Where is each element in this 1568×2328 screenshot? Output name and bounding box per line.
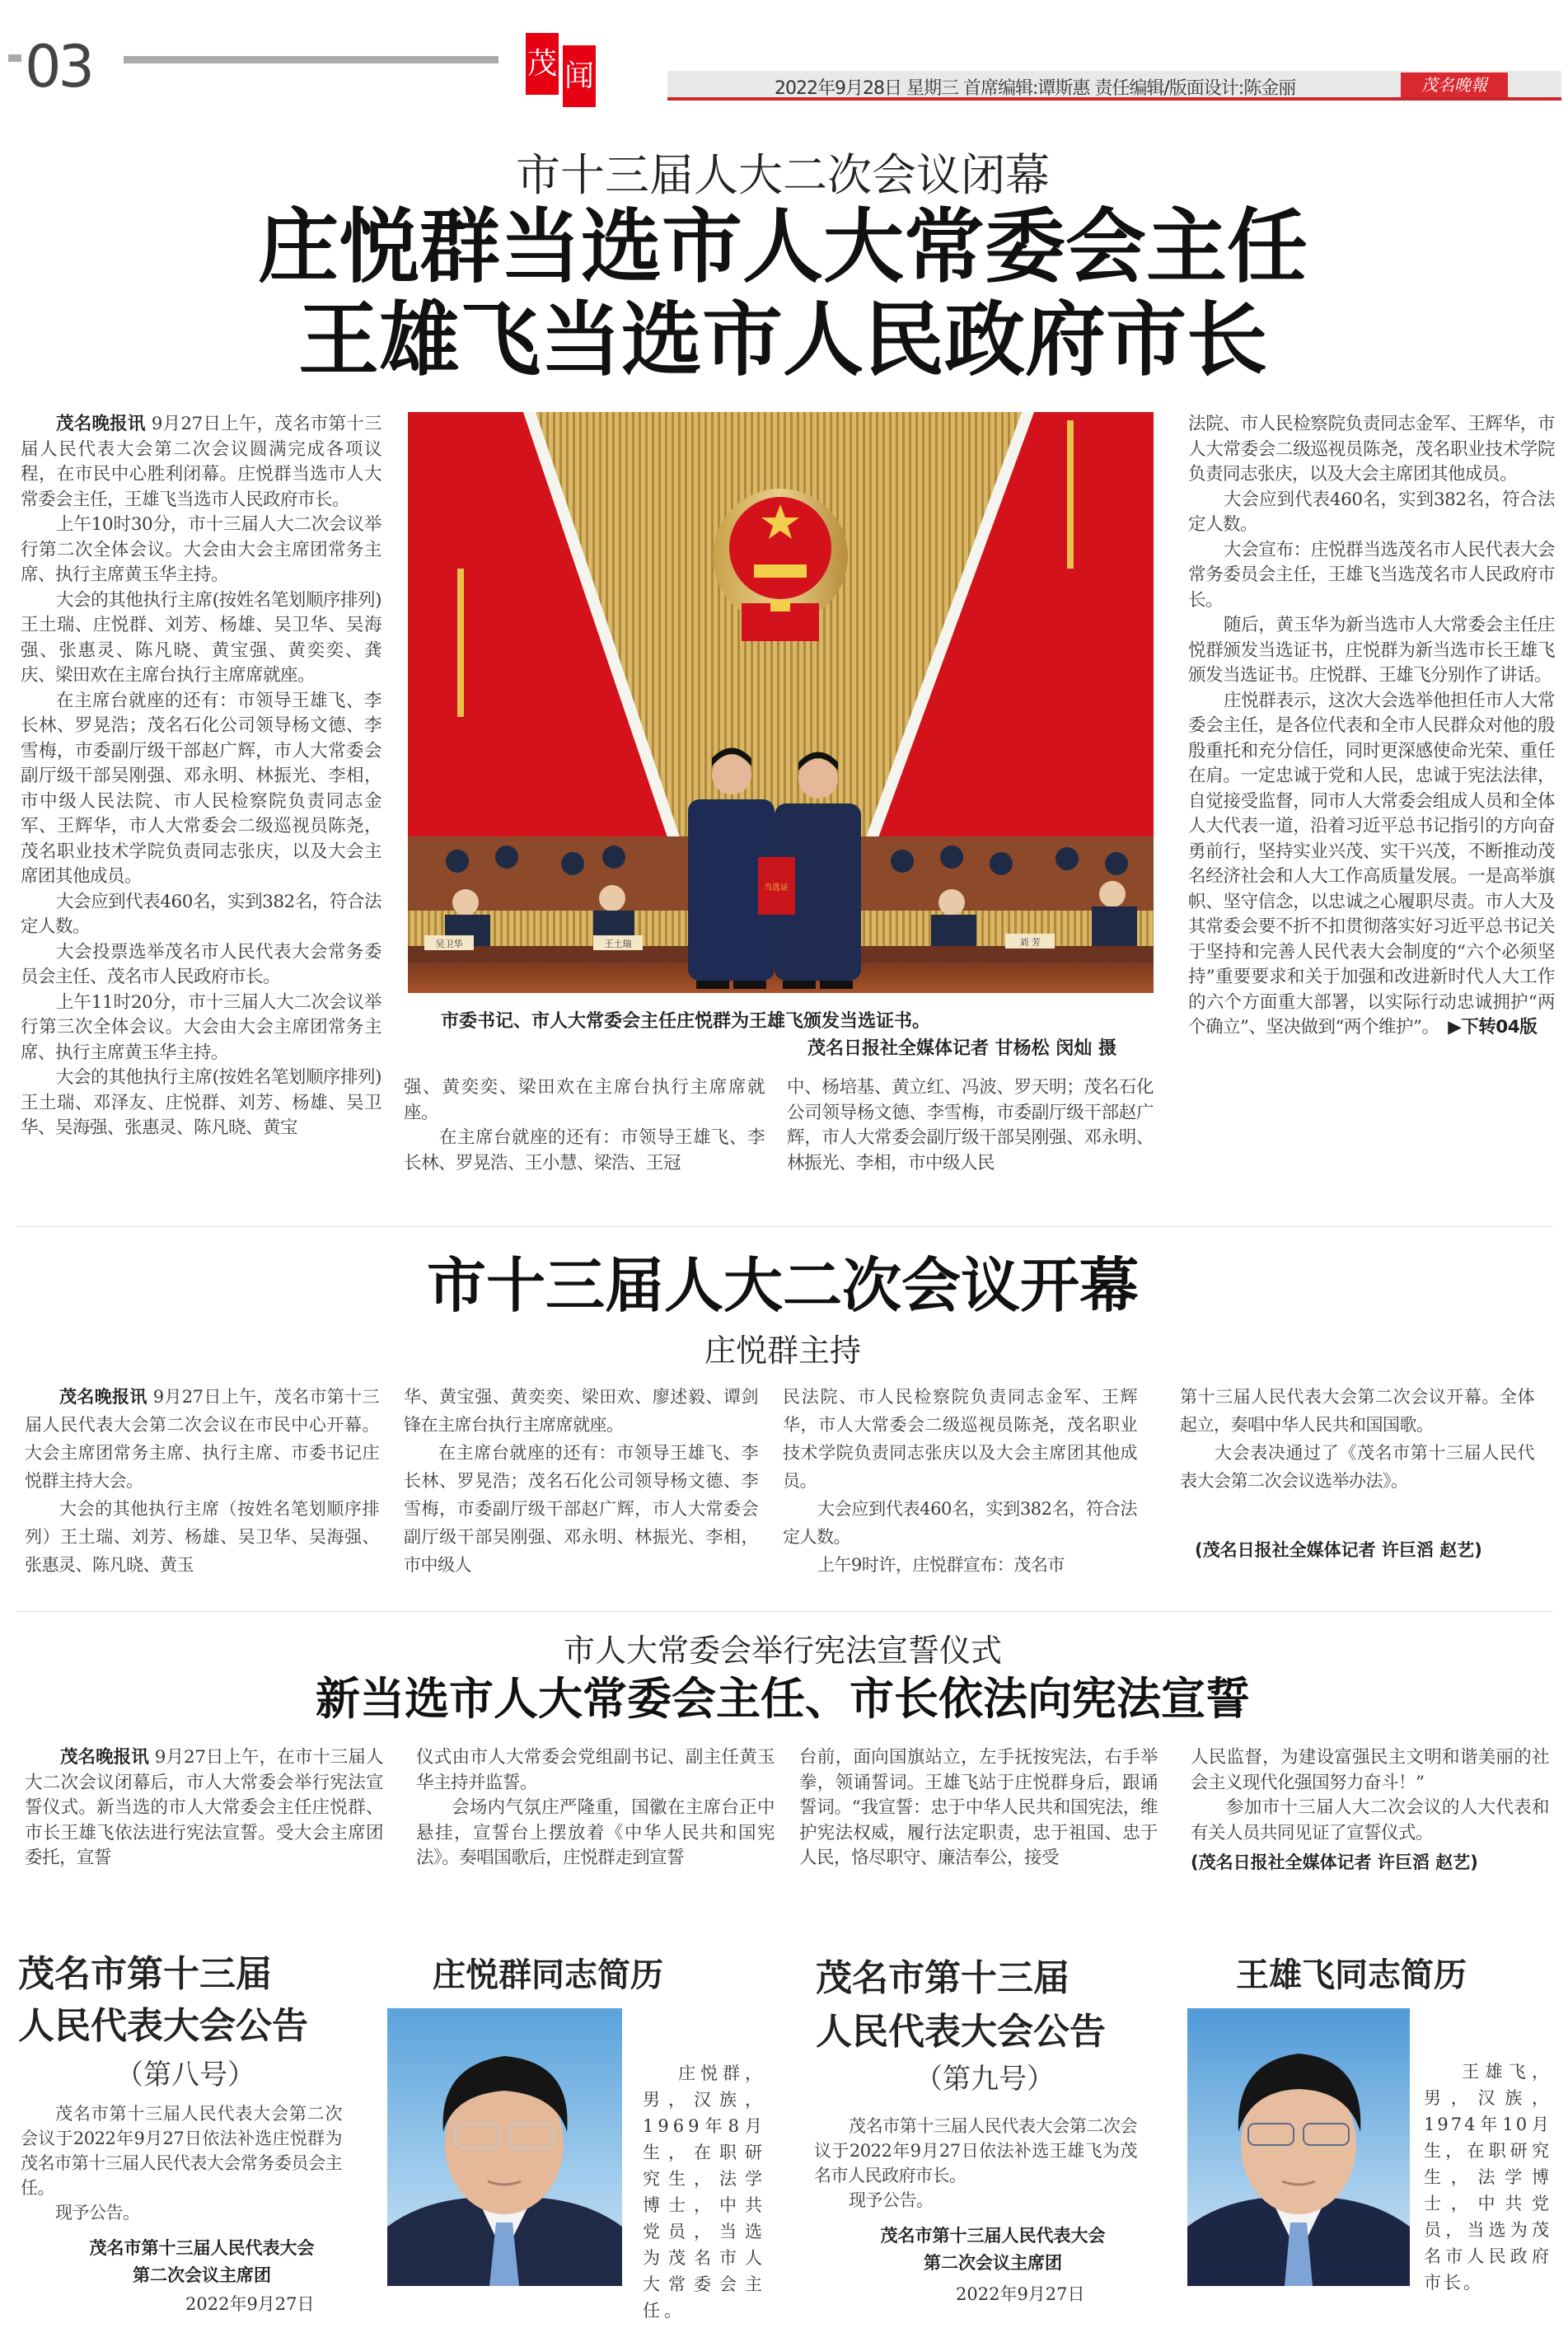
bio2-portrait: [1187, 2008, 1410, 2286]
name-card-1: 吴卫华: [435, 939, 463, 949]
paragraph: [25, 1495, 379, 1579]
announcement9-body-text: 茂名市第十三届人民代表大会第二次会议于2022年9月27日依法补选王雄飞为茂名市人民政府市长。: [814, 2116, 1137, 2185]
bio1-portrait: [387, 2008, 622, 2286]
dateline-lead: 茂名晚报讯: [60, 1747, 149, 1768]
paragraph: [1180, 1439, 1534, 1495]
paragraph: [21, 991, 381, 1066]
paragraph-text: 大会应到代表460名，实到382名，符合法定人数。: [21, 891, 381, 937]
paragraph: [1188, 538, 1555, 614]
announcement8-date: 2022年9月27日: [185, 2294, 315, 2314]
paragraph: [404, 1075, 765, 1126]
announcement8-body: [21, 2101, 342, 2225]
paragraph-text: 大会的其他执行主席(按姓名笔划顺序排列)王土瑞、庄悦群、刘芳、杨雄、吴卫华、吴海强、张惠灵、陈凡晓、黄宝强、黄奕奕、龚庆、梁田欢在主席台执行主席席就座。: [21, 589, 381, 686]
paragraph-text: 大会的其他执行主席（按姓名笔划顺序排列）王土瑞、刘芳、杨雄、吴卫华、吴海强、张惠灵、陈凡晓、黄玉: [25, 1499, 379, 1575]
bio1-text: [643, 2060, 766, 2324]
bio1-title: 庄悦群同志简历: [433, 1956, 663, 1994]
page-number-rule-left: [8, 54, 21, 62]
bio1-text-content: 庄悦群，男，汉族，1969年8月生，在职研究生，法学博士，中共党员，当选为茂名市人大常委会主任。: [643, 2063, 766, 2321]
article2-column-2: [404, 1383, 758, 1579]
paragraph: [21, 689, 381, 890]
article3-headline: 新当选市人大常委会主任、市长依法向宪法宣誓: [316, 1673, 1250, 1725]
paragraph: [1188, 488, 1555, 538]
article1-photo: [408, 412, 1154, 993]
paragraph-text: 强、黄奕奕、梁田欢在主席台执行主席席就座。: [404, 1077, 765, 1123]
paragraph: [1180, 1383, 1534, 1439]
paragraph-text: 参加市十三届人大二次会议的人大代表和有关人员共同见证了宣誓仪式。: [1191, 1797, 1549, 1843]
paragraph: [21, 940, 381, 991]
paragraph: [21, 513, 381, 588]
article3-column-4: [1191, 1745, 1549, 1846]
article3-column-3: [799, 1745, 1158, 1871]
paragraph-text: 庄悦群表示，这次大会选举他担任市人大常委会主任，是各位代表和全市人民群众对他的殷殷重托和充分信任，同时更深感使命光荣、重任在肩。一定忠诚于党和人民，忠诚于宪法法律，自觉接受监督，同市人大常委会组成人员和全体人大代表一道，沿着习近平总书记指引的方向奋勇前行，坚持实业兴茂、实干兴茂，不断推动茂名经济社会和人大工作高质量发展。一是高举旗帜、坚守信念，以忠诚之心履职尽责。市人大及其常委会要不折不扣贯彻落实好习近平总书记关于坚持和完善人民代表大会制度的“六个必须坚持”重要要求和关于加强和改进新时代人大工作的六个方面重大部署，以实际行动忠诚拥护“两个确立”、坚决做到“两个维护”。: [1188, 690, 1555, 1038]
page-number: 03: [25, 33, 92, 101]
dateline-lead: 茂名晚报讯: [59, 1387, 147, 1407]
paragraph: [416, 1796, 775, 1871]
paragraph-text: 人民监督，为建设富强民主文明和谐美丽的社会主义现代化强国努力奋斗！”: [1191, 1747, 1549, 1793]
announcement9-title-1: 茂名市第十三届: [816, 1957, 1070, 1999]
paragraph-text: 法院、市人民检察院负责同志金军、王辉华，市人大常委会二级巡视员陈尧，茂名职业技术学院负责同志张庆，以及大会主席团其他成员。: [1188, 414, 1555, 485]
paragraph-text: 第十三届人民代表大会第二次会议开幕。全体起立，奏唱中华人民共和国国歌。: [1180, 1387, 1534, 1435]
announcement9-closing: 现予公告。: [849, 2190, 934, 2210]
paragraph-text: 上午9时许，庄悦群宣布：茂名市: [817, 1555, 1065, 1575]
paragraph: [783, 1495, 1137, 1551]
paragraph-text: 民法院、市人民检察院负责同志金军、王辉华，市人大常委会二级巡视员陈尧，茂名职业技术学院负责同志张庆以及大会主席团其他成员。: [783, 1387, 1137, 1491]
paragraph: [25, 1383, 379, 1495]
article3-column-2: [416, 1745, 775, 1871]
paragraph-text: 大会宣布：庄悦群当选茂名市人民代表大会常务委员会主任，王雄飞当选茂名市人民政府市长。: [1188, 539, 1555, 611]
paragraph-text: 9月27日上午，茂名市第十三届人民代表大会第二次会议在市民中心开幕。大会主席团常务主席、执行主席、市委书记庄悦群主持大会。: [25, 1387, 379, 1491]
announcement9-title-2: 人民代表大会公告: [816, 2011, 1106, 2053]
article1-column-4: [1188, 412, 1555, 1041]
announcement8-closing: 现予公告。: [55, 2203, 140, 2223]
paragraph-text: 华、黄宝强、黄奕奕、梁田欢、廖述毅、谭剑锋在主席台执行主席席就座。: [404, 1387, 758, 1435]
announcement8-title-2: 人民代表大会公告: [18, 2005, 308, 2047]
name-card-2: 王土瑞: [604, 939, 632, 949]
paragraph: [21, 588, 381, 689]
paragraph: [21, 412, 381, 513]
paragraph: [1188, 689, 1555, 1041]
article2-subhead: 庄悦群主持: [704, 1333, 861, 1369]
paragraph: [799, 1745, 1158, 1871]
name-card-3: 刘 芳: [1019, 937, 1041, 948]
announcement9-signer-2: 第二次会议主席团: [924, 2253, 1062, 2273]
paragraph-text: 会场内气氛庄严隆重，国徽在主席台正中悬挂，宣誓台上摆放着《中华人民共和国宪法》。奏唱国歌后，庄悦群走到宣誓: [416, 1797, 775, 1868]
section-divider-2: [16, 1611, 1553, 1612]
photo-caption: 市委书记、市人大常委会主任庄悦群为王雄飞颁发当选证书。: [441, 1011, 931, 1032]
bio2-text-content: 王雄飞，男，汉族，1974年10月生，在职研究生，法学博士，中共党员，当选为茂名市人民政府市长。: [1424, 2062, 1552, 2293]
article2-headline: 市十三届人大二次会议开幕: [426, 1251, 1139, 1320]
announcement8-signer-1: 茂名市第十三届人民代表大会: [89, 2238, 315, 2258]
paragraph-text: 大会的其他执行主席(按姓名笔划顺序排列)王土瑞、邓泽友、庄悦群、刘芳、杨雄、吴卫华、吴海强、张惠灵、陈凡晓、黄宝: [21, 1067, 381, 1138]
paragraph: [404, 1439, 758, 1579]
paragraph: [783, 1551, 1137, 1579]
article1-headline-1: 庄悦群当选市人大常委会主任: [257, 200, 1308, 294]
section-divider: [16, 1226, 1553, 1227]
paragraph-text: 随后，黄玉华为新当选市人大常委会主任庄悦群颁发当选证书，庄悦群为新当选市长王雄飞颁发当选证书。庄悦群、王雄飞分别作了讲话。: [1188, 615, 1555, 686]
paragraph-text: 9月27日上午，茂名市第十三届人民代表大会第二次会议圆满完成各项议程，在市民中心胜利闭幕。庄悦群当选市人大常委会主任，王雄飞当选市人民政府市长。: [21, 414, 381, 510]
paragraph-text: 台前，面向国旗站立，左手抚按宪法，右手举拳，领诵誓词。王雄飞站于庄悦群身后，跟诵誓词。“我宣誓：忠于中华人民共和国宪法，维护宪法权威，履行法定职责，忠于祖国、忠于人民，恪尽职守、廉洁奉公，接受: [799, 1747, 1158, 1868]
continued-link[interactable]: ▶下转04版: [1448, 1017, 1538, 1038]
dateline-lead: 茂名晚报讯: [56, 414, 146, 434]
announcement8-body-text: 茂名市第十三届人民代表大会第二次会议于2022年9月27日依法补选庄悦群为茂名市第十三届人民代表大会常务委员会主任。: [21, 2104, 342, 2198]
announcement9-number: （第九号）: [915, 2063, 1055, 2096]
paragraph-text: 在主席台就座的还有：市领导王雄飞、李长林、罗晃浩；茂名石化公司领导杨文德、李雪梅，市委副厅级干部赵广辉，市人大常委会副厅级干部吴刚强、邓永明、林振光、李相，市中级人: [404, 1443, 758, 1575]
paragraph-text: 9月27日上午，在市十三届人大二次会议闭幕后，市人大常委会举行宪法宣誓仪式。新当选的市人大常委会主任庄悦群、市长王雄飞依法进行宪法宣誓。受大会主席团委托，宣誓: [25, 1747, 383, 1868]
announcement9-date: 2022年9月27日: [956, 2284, 1085, 2304]
page-number-rule: [124, 56, 498, 63]
article2-column-1: [25, 1383, 379, 1579]
portrait-photo-1: [387, 2008, 622, 2286]
paragraph-text: 大会投票选举茂名市人民代表大会常务委员会主任、茂名市人民政府市长。: [21, 941, 381, 987]
paragraph-text: 在主席台就座的还有：市领导王雄飞、李长林、罗晃浩；茂名石化公司领导杨文德、李雪梅，市委副厅级干部赵广辉，市人大常委会副厅级干部吴刚强、邓永明、林振光、李相，市中级人民法院、市人民检察院负责同志金军、王辉华，市人大常委会二级巡视员陈尧，茂名职业技术学院负责同志张庆，以及大会主席团其他成员。: [21, 690, 381, 887]
article1-column-3: [787, 1075, 1154, 1176]
paragraph: [21, 890, 381, 940]
article3-kicker: 市人大常委会举行宪法宣誓仪式: [563, 1632, 1002, 1669]
photo-credit: 茂名日报社全媒体记者 甘杨松 闵灿 摄: [807, 1038, 1116, 1059]
paragraph-text: 上午10时30分，市十三届人大二次会议举行第二次全体会议。大会由大会主席团常务主席、执行主席黄玉华主持。: [21, 514, 381, 585]
article3-byline: (茂名日报社全媒体记者 许巨滔 赵艺): [1191, 1853, 1478, 1872]
paragraph-text: 上午11时20分，市十三届人大二次会议举行第三次全体会议。大会由大会主席团常务主席、执行主席黄玉华主持。: [21, 991, 381, 1063]
paragraph: [416, 1745, 775, 1796]
article1-column-1: [21, 412, 381, 1141]
article2-byline: (茂名日报社全媒体记者 许巨滔 赵艺): [1195, 1540, 1482, 1560]
paragraph: [21, 1066, 381, 1141]
paragraph: [787, 1075, 1154, 1176]
newspaper-logo: 茂名晚報: [1401, 73, 1508, 97]
announcement9-body: [814, 2114, 1137, 2213]
paragraph-text: 大会应到代表460名，实到382名，符合法定人数。: [783, 1499, 1137, 1547]
article2-column-4: [1180, 1383, 1534, 1495]
portrait-photo-2: [1187, 2008, 1410, 2286]
paragraph: [783, 1383, 1137, 1495]
article1-kicker: 市十三届人大二次会议闭幕: [516, 149, 1050, 201]
article3-column-1: [25, 1745, 383, 1871]
paragraph-text: 仪式由市人大常委会党组副书记、副主任黄玉华主持并监誓。: [416, 1747, 775, 1793]
section-tag-char-2: 闻: [563, 45, 596, 107]
ceremony-photo: [408, 412, 1154, 993]
header-info-text: 2022年9月28日 星期三 首席编辑:谭斯惠 责任编辑/版面设计:陈金丽: [775, 78, 1296, 99]
paragraph-text: 中、杨培基、黄立红、冯波、罗天明；茂名石化公司领导杨文德、李雪梅，市委副厅级干部赵广辉，市人大常委会副厅级干部吴刚强、邓永明、林振光、李相，市中级人民: [787, 1077, 1154, 1173]
announcement8-title-1: 茂名市第十三届: [18, 1953, 272, 1995]
paragraph-text: 在主席台就座的还有：市领导王雄飞、李长林、罗晃浩、王小慧、梁浩、王冠: [404, 1127, 765, 1173]
announcement8-number: （第八号）: [115, 2059, 255, 2091]
paragraph: [404, 1383, 758, 1439]
announcement8-signer-2: 第二次会议主席团: [133, 2265, 271, 2285]
paragraph: [25, 1745, 383, 1871]
article1-column-2: [404, 1075, 765, 1176]
announcement9-signer-1: 茂名市第十三届人民代表大会: [880, 2226, 1106, 2246]
certificate-text: 当选证: [764, 883, 789, 892]
bio2-text: [1424, 2059, 1552, 2296]
paragraph: [1188, 613, 1555, 689]
article2-column-3: [783, 1383, 1137, 1579]
paragraph: [1191, 1796, 1549, 1846]
article1-headline-2: 王雄飞当选市人民政府市长: [297, 293, 1267, 387]
paragraph: [1188, 412, 1555, 488]
paragraph: [404, 1126, 765, 1176]
section-tag-char-1: 茂: [526, 33, 559, 95]
paragraph: [1191, 1745, 1549, 1796]
paragraph-text: 大会应到代表460名，实到382名，符合法定人数。: [1188, 489, 1555, 535]
paragraph-text: 大会表决通过了《茂名市第十三届人民代表大会第二次会议选举办法》。: [1180, 1443, 1534, 1491]
bio2-title: 王雄飞同志简历: [1236, 1956, 1467, 1994]
